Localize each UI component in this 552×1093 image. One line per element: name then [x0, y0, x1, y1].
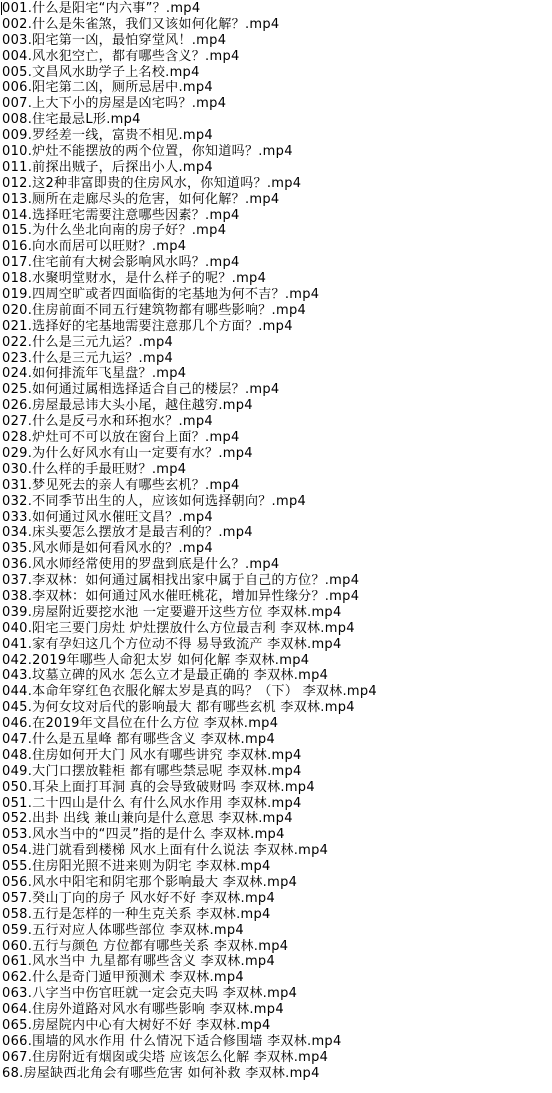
file-name-line[interactable]: 003.阳宅第一凶，最怕穿堂风！.mp4	[2, 32, 227, 48]
file-name-line[interactable]: 058.五行是怎样的一种生克关系 李双林.mp4	[2, 906, 271, 922]
file-name-line[interactable]: 027.什么是反弓水和环抱水？.mp4	[2, 414, 213, 430]
file-name-line[interactable]: 026.房屋最忌讳大头小尾，越住越穷.mp4	[2, 398, 253, 414]
file-name-line[interactable]: 013.厕所在走廊尽头的危害，如何化解？.mp4	[2, 191, 280, 207]
file-name-line[interactable]: 008.住宅最忌L形.mp4	[2, 112, 141, 128]
file-name-line[interactable]: 001.什么是阳宅“内六事”？.mp4	[2, 1, 201, 16]
file-name-line[interactable]: 043.坟墓立碑的风水 怎么立才是最正确的 李双林.mp4	[2, 668, 329, 684]
file-name-line[interactable]: 041.家有孕妇这几个方位动不得 易导致流产 李双林.mp4	[2, 636, 342, 652]
file-name-line[interactable]: 063.八字当中伤官旺就一定会克夫吗 李双林.mp4	[2, 986, 298, 1002]
file-name-list	[2, 1, 552, 1082]
file-name-line[interactable]: 062.什么是奇门遁甲预测术 李双林.mp4	[2, 970, 244, 986]
file-name-line[interactable]: 016.向水而居可以旺财？.mp4	[2, 239, 187, 255]
file-name-line[interactable]: 005.文昌风水助学子上名校.mp4	[2, 64, 200, 80]
file-name-line[interactable]: 022.什么是三元九运？.mp4	[2, 334, 174, 350]
file-name-line[interactable]: 040.阳宅三要门房灶 炉灶摆放什么方位最吉利 李双林.mp4	[2, 620, 355, 636]
file-name-line[interactable]: 054.进门就看到楼梯 风水上面有什么说法 李双林.mp4	[2, 843, 329, 859]
file-name-line[interactable]: 045.为何女坟对后代的影响最大 都有哪些玄机 李双林.mp4	[2, 700, 355, 716]
file-name-line[interactable]: 011.前探出贼子，后探出小人.mp4	[2, 159, 213, 175]
file-name-line[interactable]: 002.什么是朱雀煞，我们又该如何化解？.mp4	[2, 16, 280, 32]
file-name-line[interactable]: 009.罗经差一线，富贵不相见.mp4	[2, 128, 213, 144]
file-name-line[interactable]: 061.风水当中 九星都有哪些含义 李双林.mp4	[2, 954, 276, 970]
file-name-line[interactable]: 015.为什么坐北向南的房子好？.mp4	[2, 223, 227, 239]
file-name-line[interactable]: 004.风水犯空亡，都有哪些含义？.mp4	[2, 48, 240, 64]
file-name-line[interactable]: 066.围墙的风水作用 什么情况下适合修围墙 李双林.mp4	[2, 1033, 342, 1049]
file-name-line[interactable]: 044.本命年穿红色衣服化解太岁是真的吗？（下） 李双林.mp4	[2, 684, 377, 700]
file-name-line[interactable]: 050.耳朵上面打耳洞 真的会导致破财吗 李双林.mp4	[2, 779, 315, 795]
file-name-line[interactable]: 053.风水当中的“四灵”指的是什么 李双林.mp4	[2, 827, 285, 843]
file-name-line[interactable]: 057.癸山丁向的房子 风水好不好 李双林.mp4	[2, 890, 276, 906]
file-name-line[interactable]: 031.梦见死去的亲人有哪些玄机？.mp4	[2, 477, 240, 493]
file-name-line[interactable]: 067.住房附近有烟囱或尖塔 应该怎么化解 李双林.mp4	[2, 1049, 329, 1065]
file-name-line[interactable]: 007.上大下小的房屋是凶宅吗？.mp4	[2, 96, 227, 112]
file-name-line[interactable]: 014.选择旺宅需要注意哪些因素？.mp4	[2, 207, 240, 223]
file-name-line[interactable]: 029.为什么好风水有山一定要有水？.mp4	[2, 445, 253, 461]
file-name-line[interactable]: 006.阳宅第二凶，厕所忌居中.mp4	[2, 80, 213, 96]
file-name-line[interactable]: 025.如何通过属相选择适合自己的楼层？.mp4	[2, 382, 280, 398]
file-name-line[interactable]: 032.不同季节出生的人，应该如何选择朝向？.mp4	[2, 493, 307, 509]
file-name-line[interactable]: 017.住宅前有大树会影响风水吗？.mp4	[2, 255, 240, 271]
file-name-line[interactable]: 012.这2种非富即贵的住房风水，你知道吗？.mp4	[2, 175, 302, 191]
file-name-line[interactable]: 028.炉灶可不可以放在窗台上面？.mp4	[2, 430, 240, 446]
file-name-line[interactable]: 038.李双林：如何通过风水催旺桃花，增加异性缘分？.mp4	[2, 588, 360, 604]
file-name-line[interactable]: 034.床头要怎么摆放才是最吉利的？.mp4	[2, 525, 253, 541]
file-name-line[interactable]: 024.如何排流年飞星盘？.mp4	[2, 366, 187, 382]
file-name-line[interactable]: 052.出卦 出线 兼山兼向是什么意思 李双林.mp4	[2, 811, 293, 827]
file-name-line[interactable]: 064.住房外道路对风水有哪些影响 李双林.mp4	[2, 1002, 284, 1018]
file-name-line[interactable]: 060.五行与颜色 方位都有哪些关系 李双林.mp4	[2, 938, 289, 954]
file-name-line[interactable]: 056.风水中阳宅和阴宅那个影响最大 李双林.mp4	[2, 874, 298, 890]
file-name-line[interactable]: 042.2019年哪些人命犯太岁 如何化解 李双林.mp4	[2, 652, 310, 668]
file-name-line[interactable]: 035.风水师是如何看风水的？.mp4	[2, 541, 213, 557]
file-name-line[interactable]: 033.如何通过风水催旺文昌？.mp4	[2, 509, 213, 525]
file-name-line[interactable]: 020.住房前面不同五行建筑物都有哪些影响？.mp4	[2, 302, 307, 318]
file-name-line[interactable]: 046.在2019年文昌位在什么方位 李双林.mp4	[2, 716, 279, 732]
file-name-line[interactable]: 039.房屋附近要挖水池 一定要避开这些方位 李双林.mp4	[2, 604, 342, 620]
file-name-line[interactable]: 049.大门口摆放鞋柜 都有哪些禁忌呢 李双林.mp4	[2, 763, 302, 779]
file-name-line[interactable]: 055.住房阳光照不进来则为阴宅 李双林.mp4	[2, 859, 271, 875]
file-name-line[interactable]: 047.什么是五星峰 都有哪些含义 李双林.mp4	[2, 731, 276, 747]
file-name-line[interactable]: 048.住房如何开大门 风水有哪些讲究 李双林.mp4	[2, 747, 302, 763]
file-name-line[interactable]: 065.房屋院内中心有大树好不好 李双林.mp4	[2, 1018, 271, 1033]
file-name-line[interactable]: 030.什么样的手最旺财？.mp4	[2, 461, 187, 477]
file-name-line[interactable]: 019.四周空旷或者四面临街的宅基地为何不吉？.mp4	[2, 287, 320, 303]
file-name-line[interactable]: 023.什么是三元九运？.mp4	[2, 350, 174, 366]
file-name-line[interactable]: 021.选择好的宅基地需要注意那几个方面？.mp4	[2, 318, 293, 334]
file-name-line[interactable]: 037.李双林：如何通过属相找出家中属于自己的方位？.mp4	[2, 573, 360, 589]
file-name-line[interactable]: 018.水聚明堂财水，是什么样子的呢？.mp4	[2, 271, 267, 287]
file-name-line[interactable]: 036.风水师经常使用的罗盘到底是什么？.mp4	[2, 557, 280, 573]
file-name-line[interactable]: 051.二十四山是什么 有什么风水作用 李双林.mp4	[2, 795, 302, 811]
file-name-line[interactable]: 010.炉灶不能摆放的两个位置，你知道吗？.mp4	[2, 144, 293, 160]
file-name-line[interactable]: 68.房屋缺西北角会有哪些危害 如何补救 李双林.mp4	[2, 1065, 320, 1081]
file-name-line[interactable]: 059.五行对应人体哪些部位 李双林.mp4	[2, 922, 244, 938]
